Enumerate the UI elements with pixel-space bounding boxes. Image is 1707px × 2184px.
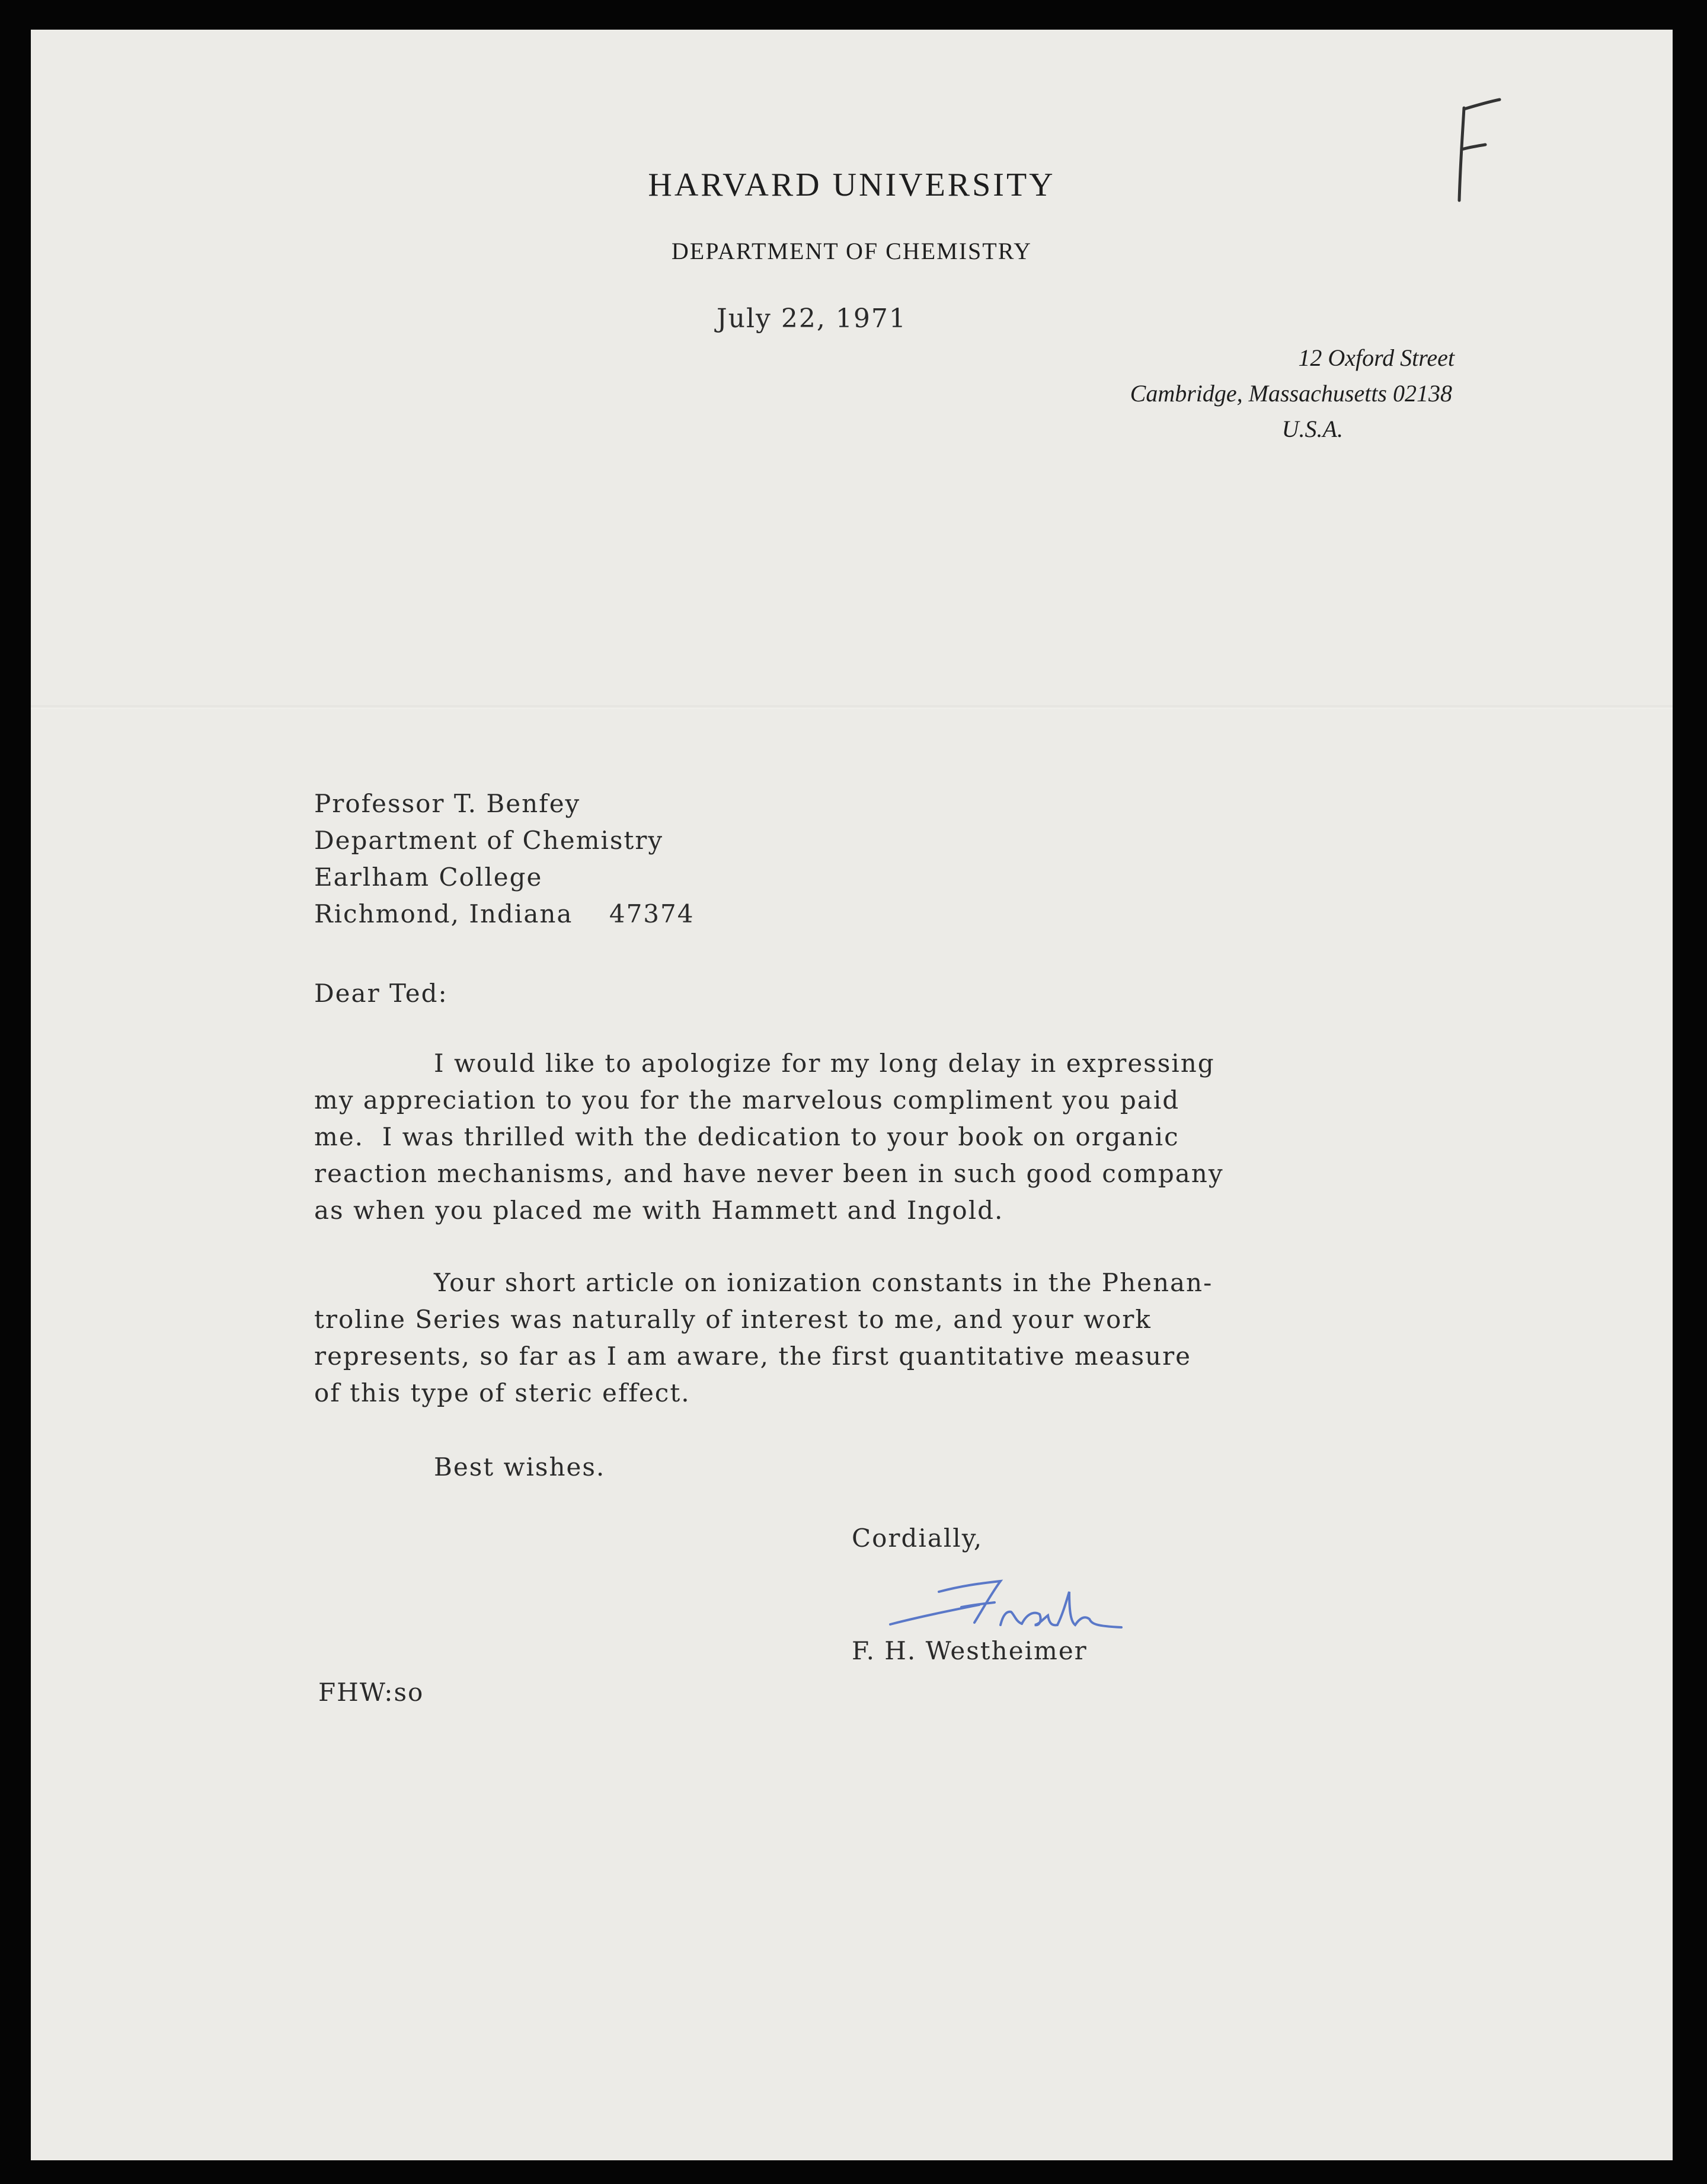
body-paragraph-2 bbox=[314, 1265, 1213, 1412]
recipient-line: Richmond, Indiana 47374 bbox=[314, 899, 695, 928]
body-paragraph-1 bbox=[314, 1045, 1224, 1229]
letterhead-institution: HARVARD UNIVERSITY bbox=[648, 167, 1056, 203]
reference-initials: FHW:so bbox=[318, 1678, 424, 1707]
paragraph-line: Your short article on ionization constants in the Phenan- bbox=[434, 1268, 1213, 1297]
paragraph-line: me. I was thrilled with the dedication to your book on organic bbox=[314, 1122, 1179, 1151]
handwritten-signature bbox=[884, 1568, 1133, 1642]
letterhead-address-country: U.S.A. bbox=[1281, 416, 1343, 442]
recipient-line: Department of Chemistry bbox=[314, 826, 664, 855]
paragraph-line: troline Series was naturally of interest to me, and your work bbox=[314, 1305, 1152, 1334]
recipient-line: Professor T. Benfey bbox=[314, 789, 581, 818]
paragraph-line: my appreciation to you for the marvelous compliment you paid bbox=[314, 1085, 1180, 1115]
body-paragraph-3: Best wishes. bbox=[434, 1452, 606, 1481]
handwritten-f-mark bbox=[1436, 95, 1507, 207]
paragraph-line: I would like to apologize for my long delay in expressing bbox=[434, 1049, 1215, 1078]
signer-name: F. H. Westheimer bbox=[852, 1636, 1088, 1665]
paper-fold-line bbox=[31, 705, 1673, 709]
paragraph-line: as when you placed me with Hammett and Ingold. bbox=[314, 1196, 1004, 1225]
recipient-line: Earlham College bbox=[314, 863, 543, 892]
letterhead-department: DEPARTMENT OF CHEMISTRY bbox=[671, 238, 1032, 264]
letter-date: July 22, 1971 bbox=[717, 304, 907, 334]
salutation: Dear Ted: bbox=[314, 979, 448, 1008]
letter-paper bbox=[31, 30, 1673, 2160]
letterhead-address-city: Cambridge, Massachusetts 02138 bbox=[1130, 380, 1452, 407]
paragraph-line: represents, so far as I am aware, the first quantitative measure bbox=[314, 1342, 1192, 1371]
paragraph-line: reaction mechanisms, and have never been in such good company bbox=[314, 1159, 1224, 1188]
letterhead-address-street: 12 Oxford Street bbox=[1298, 344, 1455, 371]
closing: Cordially, bbox=[852, 1524, 983, 1553]
paragraph-line: of this type of steric effect. bbox=[314, 1378, 691, 1407]
recipient-address-block bbox=[314, 786, 694, 933]
